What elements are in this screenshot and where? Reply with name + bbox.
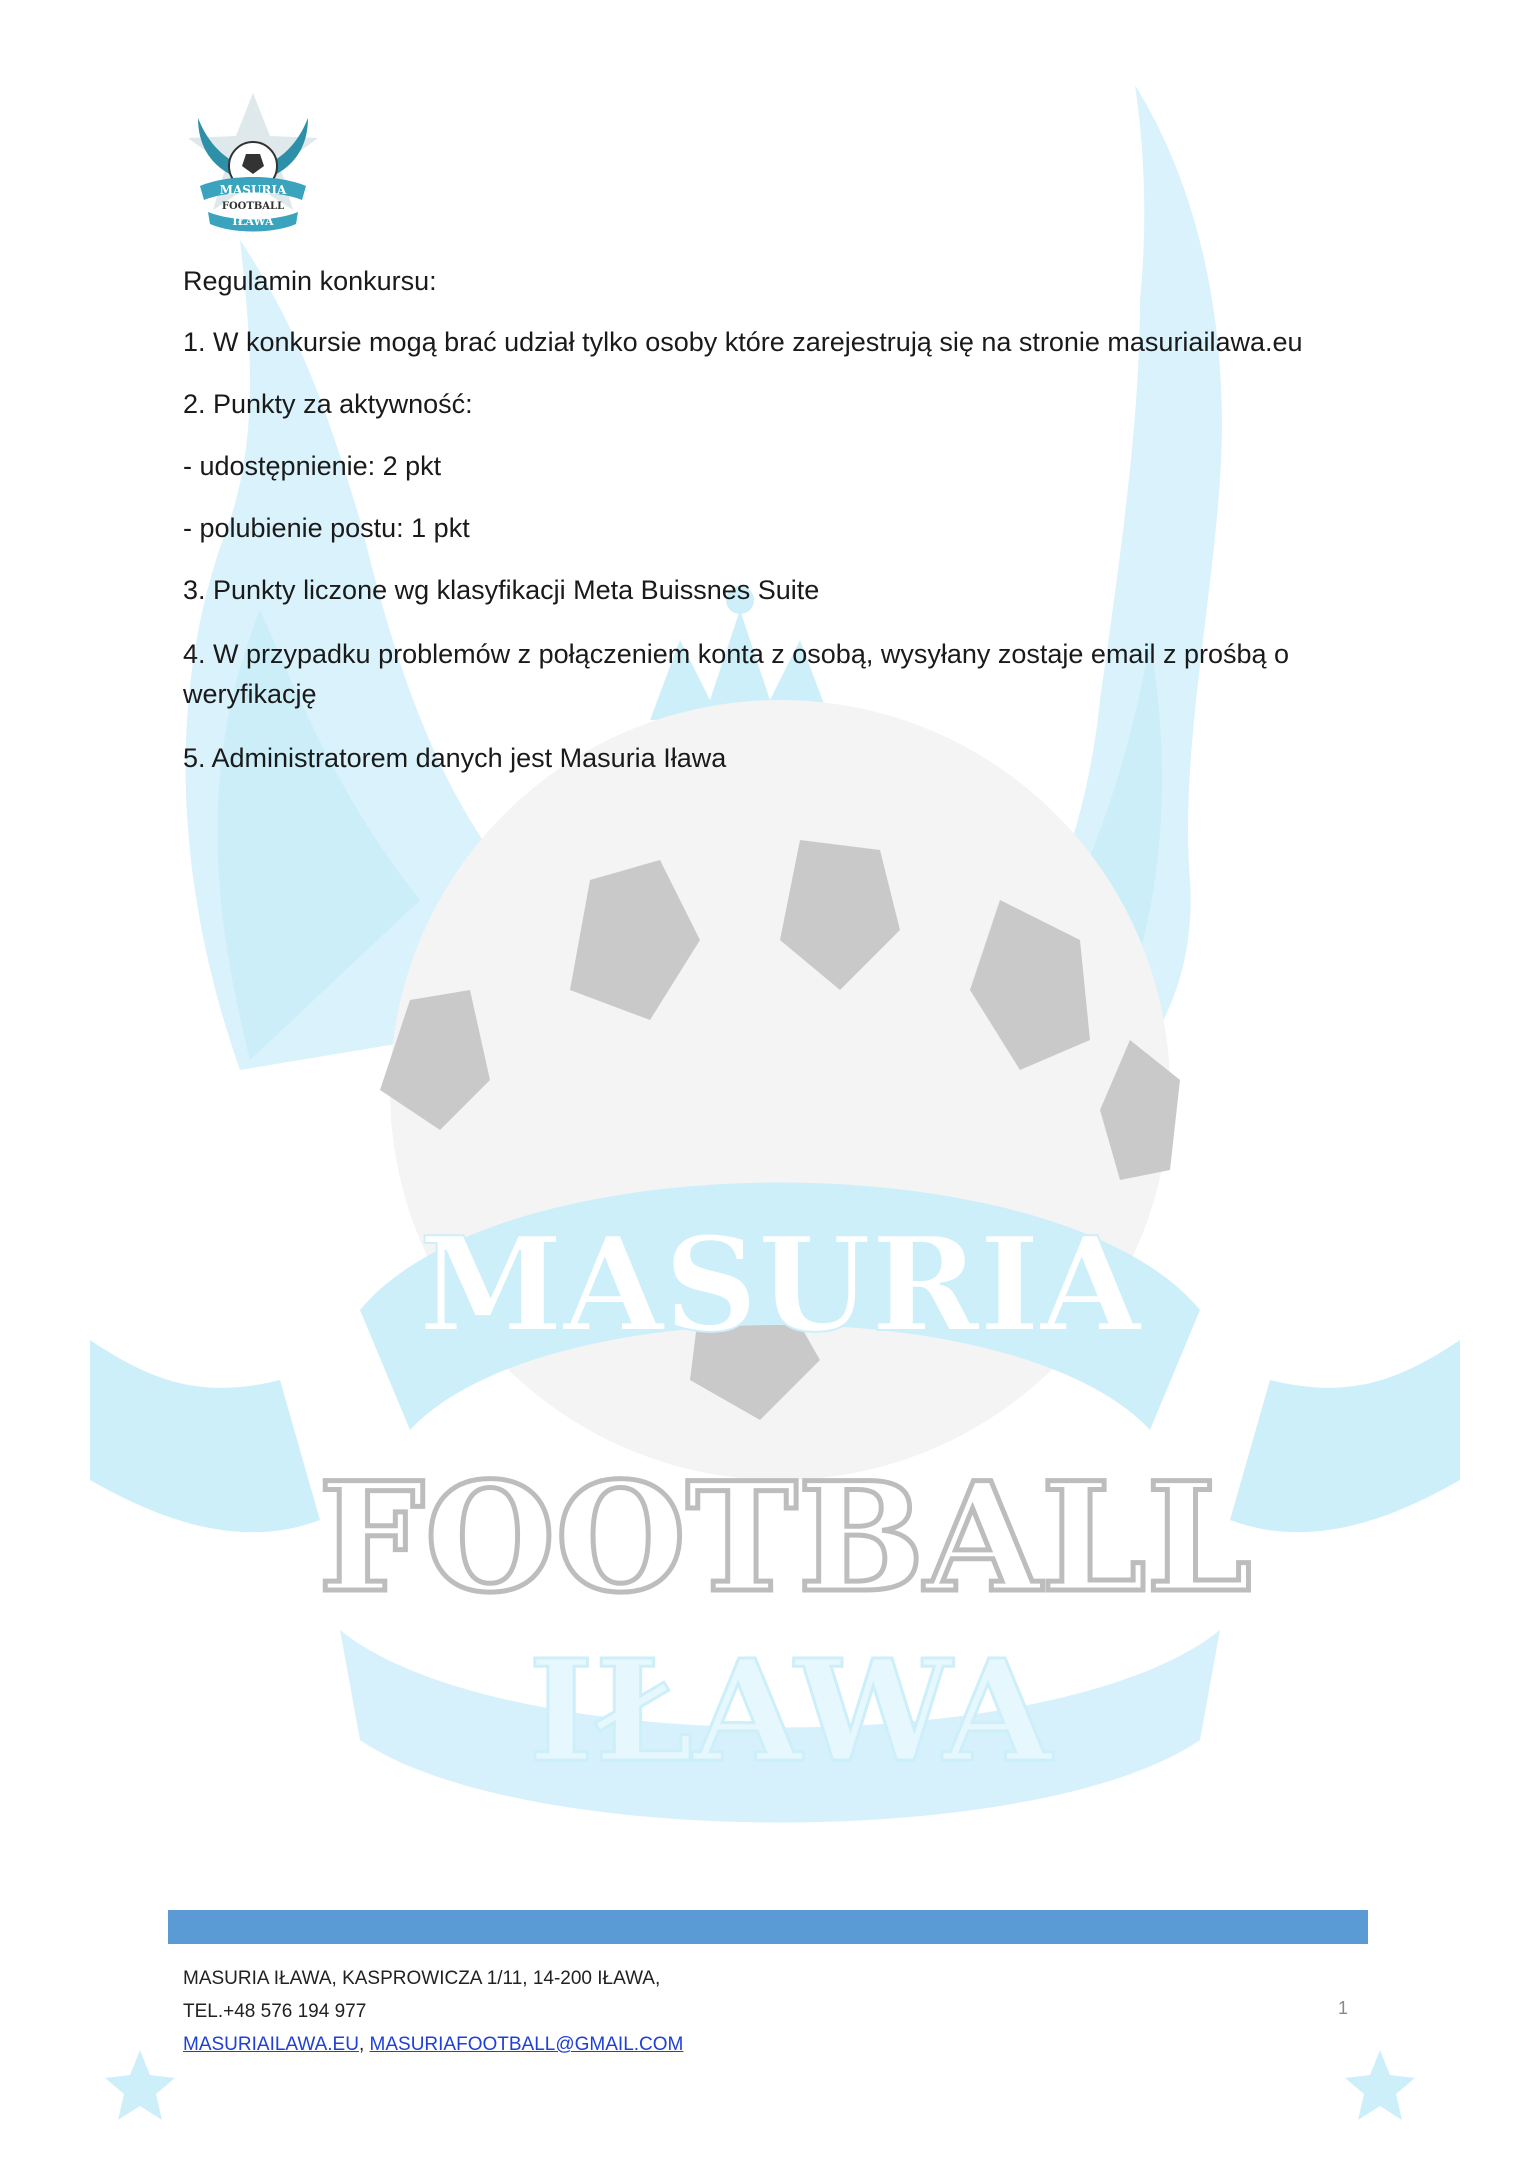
watermark-ilawa-text: IŁAWA <box>528 1630 1052 1794</box>
document-body <box>183 262 1363 800</box>
rule-3: 3. Punkty liczone wg klasyfikacji Meta Buissnes Suite <box>183 575 820 605</box>
footer-links <box>183 2028 683 2061</box>
footer-email-link[interactable]: MASURIAFOOTBALL@GMAIL.COM <box>369 2034 684 2055</box>
footer <box>183 1962 683 2061</box>
watermark-football-text: FOOTBALL <box>318 1450 1252 1626</box>
rule-1: 1. W konkursie mogą brać udział tylko osoby które zarejestrują się na stronie masuriailawa.eu <box>183 327 1303 357</box>
document-heading: Regulamin konkursu: <box>183 266 437 296</box>
watermark-masuria-text: MASURIA <box>419 1208 1141 1361</box>
footer-phone: TEL.+48 576 194 977 <box>183 2001 367 2022</box>
rule-5: 5. Administratorem danych jest Masuria Iława <box>183 743 727 773</box>
logo-football-text: FOOTBALL <box>221 201 285 212</box>
footer-link-separator: , <box>358 2034 370 2055</box>
footer-website-link[interactable]: MASURIAILAWA.EU <box>183 2034 359 2055</box>
masuria-logo-icon <box>178 88 328 238</box>
page-number: 1 <box>1338 1998 1349 2018</box>
logo-ilawa-text: IŁAWA <box>232 215 274 228</box>
footer-bar <box>168 1910 1368 1944</box>
rule-2-share: - udostępnienie: 2 pkt <box>183 451 442 481</box>
rule-4: 4. W przypadku problemów z połączeniem konta z osobą, wysyłany zostaje email z prośbą o weryfikację <box>183 639 1290 709</box>
rule-2: 2. Punkty za aktywność: <box>183 389 473 419</box>
footer-address: MASURIA IŁAWA, KASPROWICZA 1/11, 14-200 IŁAWA, <box>183 1968 661 1989</box>
logo-masuria-text: MASURIA <box>219 183 287 197</box>
rule-2-like: - polubienie postu: 1 pkt <box>183 513 470 543</box>
